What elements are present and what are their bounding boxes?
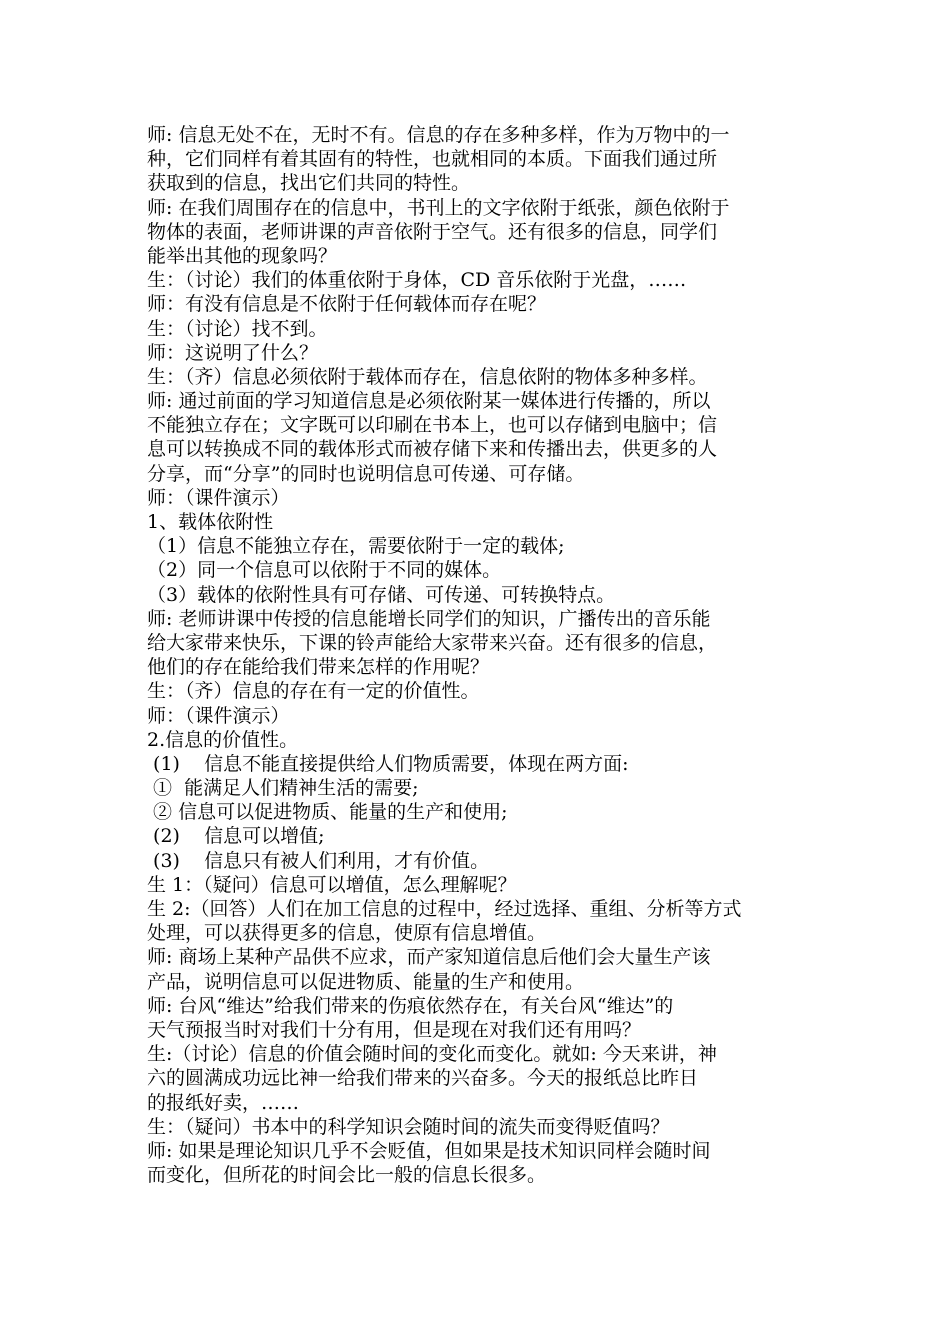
list-item: （1）信息不能独立存在，需要依附于一定的载体; — [147, 535, 565, 558]
text-line: 能举出其他的现象吗？ — [147, 244, 338, 267]
text-line: 师：（课件演示） — [147, 486, 290, 509]
section-heading: 1、载体依附性 — [147, 511, 274, 533]
document-body — [147, 123, 811, 1187]
text-line: 生：（齐）信息的存在有一定的价值性。 — [147, 680, 480, 703]
text-line: 师: 信息无处不在，无时不有。信息的存在多种多样，作为万物中的一 — [147, 124, 730, 146]
text-line: 种，它们同样有着其固有的特性，也就相同的本质。下面我们通过所 — [147, 148, 718, 171]
text-line: 物体的表面，老师讲课的声音依附于空气。还有很多的信息，同学们 — [147, 220, 718, 243]
text-line: 给大家带来快乐，下课的铃声能给大家带来兴奋。还有很多的信息， — [147, 631, 718, 654]
list-item: (2) 信息可以增值; — [147, 825, 325, 848]
text-line: 的报纸好卖，…… — [147, 1091, 300, 1114]
list-item: （3）载体的依附性具有可存储、可传递、可转换特点。 — [147, 583, 616, 606]
text-line: 产品，说明信息可以促进物质、能量的生产和使用。 — [147, 970, 585, 993]
text-line: 师: 在我们周围存在的信息中，书刊上的文字依附于纸张，颜色依附于 — [147, 196, 730, 219]
text-line: 师：有没有信息是不依附于任何载体而存在呢？ — [147, 293, 547, 316]
text-line: 获取到的信息，找出它们共同的特性。 — [147, 172, 471, 195]
text-line: 师：这说明了什么？ — [147, 341, 319, 364]
text-line: 处理，可以获得更多的信息，使原有信息增值。 — [147, 922, 547, 945]
text-line: 息可以转换成不同的载体形式而被存储下来和传播出去，供更多的人 — [147, 438, 718, 461]
text-line: 生:（讨论）信息的价值会随时间的变化而变化。就如: 今天来讲，神 — [147, 1043, 717, 1066]
text-line: 生：（疑问）书本中的科学知识会随时间的流失而变得贬值吗？ — [147, 1115, 670, 1138]
text-line: 生：（讨论）找不到。 — [147, 317, 328, 340]
list-item: ② 信息可以促进物质、能量的生产和使用; — [147, 801, 508, 824]
list-item: (3) 信息只有被人们利用，才有价值。 — [147, 849, 490, 872]
text-line: 师: 如果是理论知识几乎不会贬值，但如果是技术知识同样会随时间 — [147, 1139, 711, 1162]
text-line: 天气预报当时对我们十分有用，但是现在对我们还有用吗？ — [147, 1018, 642, 1041]
text-line: 不能独立存在；文字既可以印刷在书本上，也可以存储到电脑中；信 — [147, 414, 718, 437]
text-line: 他们的存在能给我们带来怎样的作用呢？ — [147, 656, 490, 679]
text-line: 师: 通过前面的学习知道信息是必须依附某一媒体进行传播的，所以 — [147, 390, 711, 413]
text-line: 生：（讨论）我们的体重依附于身体，CD 音乐依附于光盘，…… — [147, 269, 687, 292]
list-item: (1) 信息不能直接提供给人们物质需要，体现在两方面: — [147, 752, 629, 775]
list-item: （2）同一个信息可以依附于不同的媒体。 — [147, 559, 502, 582]
text-line: 师: 老师讲课中传授的信息能增长同学们的知识，广播传出的音乐能 — [147, 607, 711, 630]
text-line: 师：（课件演示） — [147, 704, 290, 727]
section-heading: 2.信息的价值性。 — [147, 728, 299, 751]
text-line: 分享，而“分享”的同时也说明信息可传递、可存储。 — [147, 462, 585, 485]
text-line: 六的圆满成功远比神一给我们带来的兴奋多。今天的报纸总比昨日 — [147, 1067, 699, 1090]
list-item: ① 能满足人们精神生活的需要; — [147, 777, 419, 800]
text-line: 生：（齐）信息必须依附于载体而存在，信息依附的物体多种多样。 — [147, 365, 708, 388]
text-line: 而变化，但所花的时间会比一般的信息长很多。 — [147, 1164, 547, 1187]
text-line: 生 2:（回答）人们在加工信息的过程中，经过选择、重组、分析等方式 — [147, 898, 742, 920]
text-line: 师: 台风“维达”给我们带来的伤痕依然存在，有关台风“维达”的 — [147, 994, 674, 1017]
text-line: 师: 商场上某种产品供不应求，而产家知道信息后他们会大量生产该 — [147, 946, 711, 969]
text-line: 生 1：（疑问）信息可以增值，怎么理解呢？ — [147, 873, 517, 896]
